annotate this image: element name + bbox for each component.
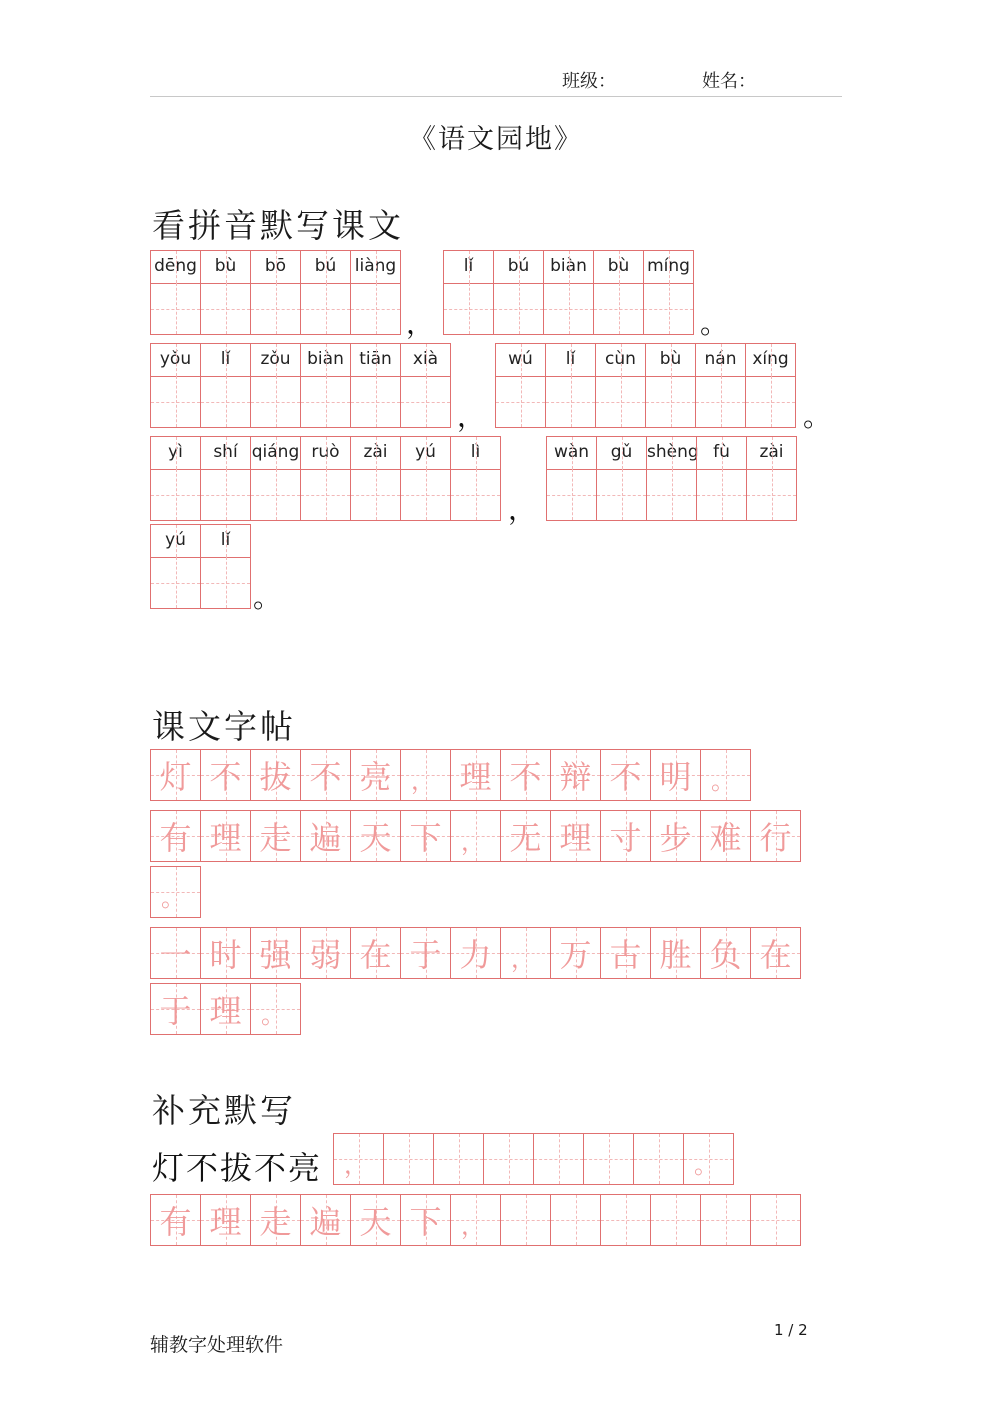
writing-box[interactable] <box>550 927 601 979</box>
pinyin-box[interactable] <box>200 250 251 335</box>
pinyin-box[interactable] <box>250 343 301 428</box>
pinyin-text: bú <box>494 251 543 284</box>
pinyin-box[interactable] <box>493 250 544 335</box>
trace-character: 遍 <box>309 1203 342 1241</box>
pinyin-box[interactable] <box>400 343 451 428</box>
pinyin-text: bù <box>594 251 643 284</box>
writing-box[interactable] <box>633 1133 684 1185</box>
writing-box[interactable] <box>450 749 501 801</box>
trace-character: ， <box>461 828 485 856</box>
pinyin-text: nán <box>696 344 745 377</box>
writing-box[interactable] <box>400 749 451 801</box>
tian-grid <box>401 376 450 427</box>
trace-character: 负 <box>709 936 742 974</box>
trace-character: 强 <box>259 936 292 974</box>
writing-box[interactable] <box>450 927 501 979</box>
tian-grid <box>494 283 543 334</box>
writing-box[interactable] <box>300 1194 351 1246</box>
tian-grid <box>351 376 400 427</box>
trace-character <box>701 1195 750 1245</box>
pinyin-text: bù <box>646 344 695 377</box>
writing-box[interactable] <box>250 749 301 801</box>
pinyin-text: yú <box>401 437 450 470</box>
writing-box[interactable] <box>683 1133 734 1185</box>
software-name: 辅教字处理软件 <box>150 1334 284 1356</box>
writing-box[interactable] <box>483 1133 534 1185</box>
tian-grid <box>151 469 200 520</box>
trace-character: 理 <box>559 819 592 857</box>
pinyin-box[interactable] <box>150 250 201 335</box>
writing-box[interactable] <box>750 1194 801 1246</box>
pinyin-box[interactable] <box>400 436 451 521</box>
pinyin-box[interactable] <box>745 343 796 428</box>
pinyin-row <box>495 343 795 428</box>
writing-box[interactable] <box>750 810 801 862</box>
writing-box[interactable] <box>350 810 401 862</box>
pinyin-text: lǐ <box>201 344 250 377</box>
writing-box[interactable] <box>650 1194 701 1246</box>
writing-box[interactable] <box>333 1133 384 1185</box>
tian-grid <box>351 469 400 520</box>
tian-grid <box>544 283 593 334</box>
tian-grid <box>696 376 745 427</box>
writing-box[interactable] <box>350 749 401 801</box>
pinyin-box[interactable] <box>595 343 646 428</box>
tian-grid <box>251 283 300 334</box>
tian-grid <box>451 469 500 520</box>
trace-character: 理 <box>209 1203 242 1241</box>
trace-character: 下 <box>409 1203 442 1241</box>
trace-character: 下 <box>409 819 442 857</box>
pinyin-box[interactable] <box>545 343 596 428</box>
trace-character: 走 <box>259 819 292 857</box>
trace-character: 寸 <box>609 819 642 857</box>
copybook-row <box>150 983 300 1035</box>
trace-character <box>434 1134 483 1184</box>
trace-character: 在 <box>359 936 392 974</box>
pinyin-text: míng <box>644 251 693 284</box>
trace-character <box>634 1134 683 1184</box>
trace-character <box>584 1134 633 1184</box>
writing-box[interactable] <box>700 810 751 862</box>
pinyin-text: ruò <box>301 437 350 470</box>
writing-box[interactable] <box>200 927 251 979</box>
pinyin-text: wú <box>496 344 545 377</box>
comma: ， <box>457 400 486 433</box>
pinyin-text: zài <box>747 437 796 470</box>
trace-character: 于 <box>409 936 442 974</box>
trace-character: 辩 <box>559 758 592 796</box>
writing-box[interactable] <box>500 927 551 979</box>
tian-grid <box>201 469 250 520</box>
pinyin-box[interactable] <box>596 436 647 521</box>
writing-box[interactable] <box>450 810 501 862</box>
pinyin-box[interactable] <box>696 436 747 521</box>
pinyin-text: zài <box>351 437 400 470</box>
writing-box[interactable] <box>750 927 801 979</box>
tian-grid <box>596 376 645 427</box>
trace-character: 亮 <box>359 758 392 796</box>
pinyin-box[interactable] <box>450 436 501 521</box>
writing-box[interactable] <box>583 1133 634 1185</box>
writing-box[interactable] <box>600 749 651 801</box>
name-label: 姓名： <box>702 71 756 92</box>
period: 。 <box>253 581 282 614</box>
writing-box[interactable] <box>150 927 201 979</box>
tian-grid <box>644 283 693 334</box>
pinyin-box[interactable] <box>495 343 546 428</box>
writing-box[interactable] <box>200 983 251 1035</box>
pinyin-text: zǒu <box>251 344 300 377</box>
pinyin-box[interactable] <box>593 250 644 335</box>
tian-grid <box>301 469 350 520</box>
trace-character <box>534 1134 583 1184</box>
trace-character: 理 <box>459 758 492 796</box>
tian-grid <box>151 376 200 427</box>
page-title: 《语文园地》 <box>409 124 583 155</box>
supplement-prompt: 灯不拔不亮 <box>152 1149 323 1187</box>
copybook-row <box>150 866 200 918</box>
pinyin-box[interactable] <box>250 250 301 335</box>
pinyin-text: lǐ <box>546 344 595 377</box>
pinyin-text: cùn <box>596 344 645 377</box>
pinyin-text: shí <box>201 437 250 470</box>
pinyin-text: tiān <box>351 344 400 377</box>
pinyin-box[interactable] <box>150 524 201 609</box>
pinyin-box[interactable] <box>250 436 301 521</box>
trace-character: ， <box>511 945 535 973</box>
pinyin-box[interactable] <box>350 436 401 521</box>
tian-grid <box>251 376 300 427</box>
supplement-row[interactable] <box>150 1194 800 1246</box>
writing-box[interactable] <box>383 1133 434 1185</box>
writing-box[interactable] <box>500 1194 551 1246</box>
pinyin-text: biàn <box>544 251 593 284</box>
tian-grid <box>546 376 595 427</box>
pinyin-row <box>150 250 400 335</box>
trace-character: 天 <box>359 819 392 857</box>
trace-character <box>751 1195 800 1245</box>
trace-character: 万 <box>559 936 592 974</box>
tian-grid <box>597 469 646 520</box>
pinyin-text: xià <box>401 344 450 377</box>
pinyin-text: qiáng <box>251 437 300 470</box>
pinyin-row <box>150 343 450 428</box>
pinyin-text: wàn <box>547 437 596 470</box>
pinyin-row <box>443 250 693 335</box>
trace-character: 力 <box>459 936 492 974</box>
pinyin-box[interactable] <box>543 250 594 335</box>
writing-box[interactable] <box>650 810 701 862</box>
trace-character: 不 <box>209 758 242 796</box>
tian-grid <box>496 376 545 427</box>
writing-box[interactable] <box>200 749 251 801</box>
trace-character: 古 <box>609 936 642 974</box>
writing-box[interactable] <box>550 749 601 801</box>
pinyin-box[interactable] <box>746 436 797 521</box>
trace-character: 理 <box>209 819 242 857</box>
writing-box[interactable] <box>150 983 201 1035</box>
writing-box[interactable] <box>250 983 301 1035</box>
writing-box[interactable] <box>550 1194 601 1246</box>
pinyin-box[interactable] <box>200 343 251 428</box>
writing-box[interactable] <box>650 749 701 801</box>
pinyin-text: liàng <box>351 251 400 284</box>
trace-character <box>651 1195 700 1245</box>
trace-character: 。 <box>694 1151 718 1179</box>
writing-box[interactable] <box>300 810 351 862</box>
tian-grid <box>201 376 250 427</box>
trace-character: 。 <box>261 1001 285 1029</box>
tian-grid <box>201 557 250 608</box>
trace-character: 。 <box>711 767 735 795</box>
trace-character: 有 <box>159 1203 192 1241</box>
writing-box[interactable] <box>200 810 251 862</box>
writing-box[interactable] <box>700 1194 751 1246</box>
pinyin-text: bō <box>251 251 300 284</box>
trace-character: 遍 <box>309 819 342 857</box>
pinyin-text: lǐ <box>201 525 250 558</box>
section-title-pinyin: 看拼音默写课文 <box>152 206 404 245</box>
tian-grid <box>351 283 400 334</box>
pinyin-text: xíng <box>746 344 795 377</box>
pinyin-box[interactable] <box>643 250 694 335</box>
writing-box[interactable] <box>300 749 351 801</box>
writing-box[interactable] <box>600 1194 651 1246</box>
trace-character: 步 <box>659 819 692 857</box>
trace-character: 有 <box>159 819 192 857</box>
writing-box[interactable] <box>550 810 601 862</box>
pinyin-box[interactable] <box>350 343 401 428</box>
supplement-row[interactable] <box>333 1133 733 1185</box>
pinyin-text: biàn <box>301 344 350 377</box>
pinyin-box[interactable] <box>150 343 201 428</box>
pinyin-box[interactable] <box>645 343 696 428</box>
section-title-copybook: 课文字帖 <box>152 707 296 746</box>
tian-grid <box>747 469 796 520</box>
pinyin-row <box>150 436 500 521</box>
writing-box[interactable] <box>150 749 201 801</box>
trace-character: 时 <box>209 936 242 974</box>
writing-box[interactable] <box>350 1194 401 1246</box>
writing-box[interactable] <box>400 927 451 979</box>
writing-box[interactable] <box>150 866 201 918</box>
pinyin-box[interactable] <box>300 250 351 335</box>
tian-grid <box>401 469 450 520</box>
trace-character: 不 <box>609 758 642 796</box>
copybook-row <box>150 749 750 801</box>
tian-grid <box>151 283 200 334</box>
pinyin-text: lì <box>451 437 500 470</box>
pinyin-text: bú <box>301 251 350 284</box>
header-divider <box>150 96 842 97</box>
page-number: 1 / 2 <box>774 1321 808 1339</box>
tian-grid <box>746 376 795 427</box>
tian-grid <box>697 469 746 520</box>
pinyin-box[interactable] <box>546 436 597 521</box>
pinyin-row <box>150 524 250 609</box>
writing-box[interactable] <box>350 927 401 979</box>
writing-box[interactable] <box>450 1194 501 1246</box>
pinyin-box[interactable] <box>443 250 494 335</box>
writing-box[interactable] <box>700 927 751 979</box>
pinyin-text: gǔ <box>597 437 646 470</box>
writing-box[interactable] <box>500 810 551 862</box>
writing-box[interactable] <box>150 1194 201 1246</box>
trace-character <box>384 1134 433 1184</box>
comma: ， <box>406 307 435 340</box>
writing-box[interactable] <box>533 1133 584 1185</box>
tian-grid <box>251 469 300 520</box>
trace-character: 。 <box>161 884 185 912</box>
writing-box[interactable] <box>250 927 301 979</box>
writing-box[interactable] <box>433 1133 484 1185</box>
pinyin-box[interactable] <box>300 436 351 521</box>
pinyin-box[interactable] <box>646 436 697 521</box>
trace-character: 一 <box>159 936 192 974</box>
pinyin-text: lǐ <box>444 251 493 284</box>
tian-grid <box>594 283 643 334</box>
writing-box[interactable] <box>700 749 751 801</box>
trace-character: 不 <box>309 758 342 796</box>
trace-character: 拔 <box>259 758 292 796</box>
trace-character: 在 <box>759 936 792 974</box>
trace-character <box>551 1195 600 1245</box>
pinyin-box[interactable] <box>200 436 251 521</box>
copybook-row <box>150 927 800 979</box>
trace-character <box>501 1195 550 1245</box>
trace-character: 不 <box>509 758 542 796</box>
trace-character: 胜 <box>659 936 692 974</box>
tian-grid <box>201 283 250 334</box>
period: 。 <box>803 400 832 433</box>
trace-character: 无 <box>509 819 542 857</box>
trace-character <box>484 1134 533 1184</box>
pinyin-box[interactable] <box>150 436 201 521</box>
trace-character: 弱 <box>309 936 342 974</box>
pinyin-text: yì <box>151 437 200 470</box>
trace-character: 难 <box>709 819 742 857</box>
copybook-row <box>150 810 800 862</box>
trace-character: 走 <box>259 1203 292 1241</box>
trace-character: 天 <box>359 1203 392 1241</box>
trace-character: 行 <box>759 819 792 857</box>
writing-box[interactable] <box>650 927 701 979</box>
tian-grid <box>301 283 350 334</box>
trace-character: 于 <box>159 992 192 1030</box>
writing-box[interactable] <box>300 927 351 979</box>
pinyin-text: yú <box>151 525 200 558</box>
trace-character: ， <box>411 767 435 795</box>
writing-box[interactable] <box>600 810 651 862</box>
writing-box[interactable] <box>600 927 651 979</box>
pinyin-box[interactable] <box>300 343 351 428</box>
pinyin-row <box>546 436 796 521</box>
tian-grid <box>151 557 200 608</box>
writing-box[interactable] <box>250 1194 301 1246</box>
tian-grid <box>301 376 350 427</box>
trace-character: 明 <box>659 758 692 796</box>
trace-character: 灯 <box>159 758 192 796</box>
trace-character: ， <box>461 1212 485 1240</box>
writing-box[interactable] <box>400 810 451 862</box>
class-label: 班级： <box>562 71 616 92</box>
pinyin-text: shèng <box>647 437 696 470</box>
tian-grid <box>647 469 696 520</box>
trace-character: 理 <box>209 992 242 1030</box>
tian-grid <box>547 469 596 520</box>
writing-box[interactable] <box>500 749 551 801</box>
pinyin-box[interactable] <box>200 524 251 609</box>
writing-box[interactable] <box>400 1194 451 1246</box>
trace-character <box>601 1195 650 1245</box>
comma: ， <box>508 493 537 526</box>
period: 。 <box>700 307 729 340</box>
pinyin-text: dēng <box>151 251 200 284</box>
pinyin-box[interactable] <box>350 250 401 335</box>
section-title-supplement: 补充默写 <box>152 1091 296 1130</box>
pinyin-text: bù <box>201 251 250 284</box>
pinyin-text: yǒu <box>151 344 200 377</box>
writing-box[interactable] <box>250 810 301 862</box>
writing-box[interactable] <box>200 1194 251 1246</box>
tian-grid <box>444 283 493 334</box>
writing-box[interactable] <box>150 810 201 862</box>
tian-grid <box>646 376 695 427</box>
pinyin-box[interactable] <box>695 343 746 428</box>
trace-character: ， <box>344 1151 368 1179</box>
pinyin-text: fù <box>697 437 746 470</box>
